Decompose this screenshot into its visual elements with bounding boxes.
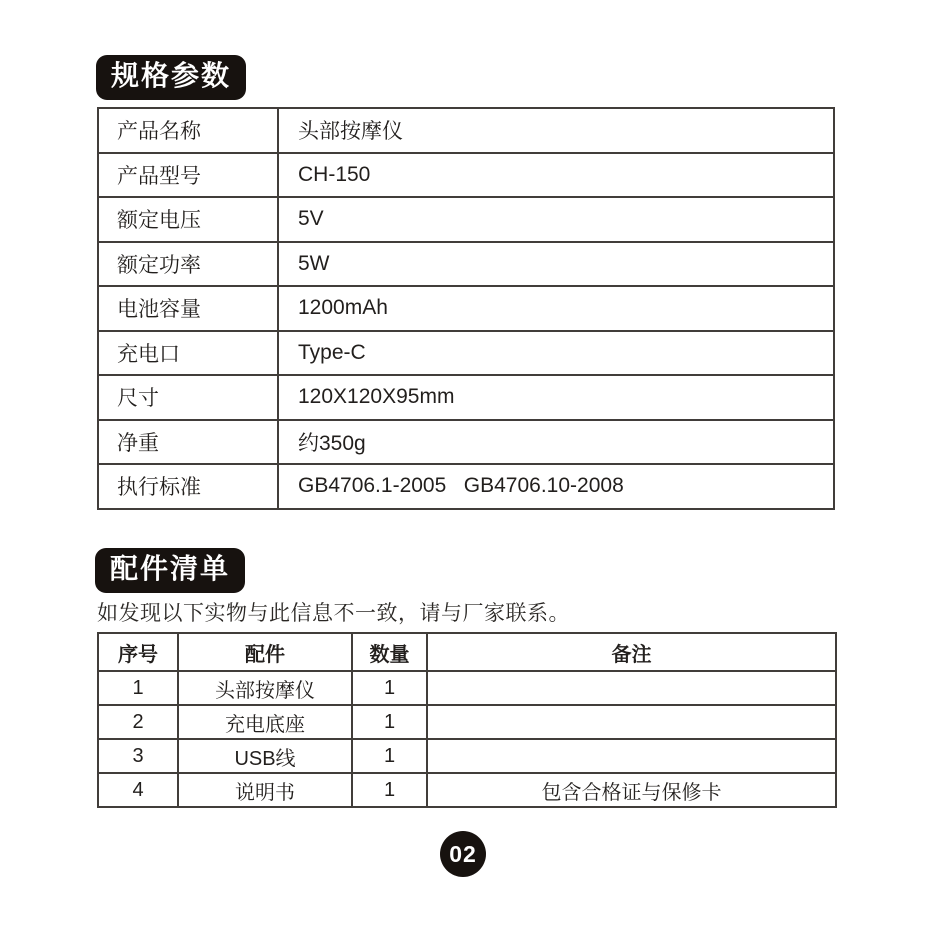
spec-value: 约350g (278, 420, 834, 465)
spec-value: Type-C (278, 331, 834, 376)
specs-section-title: 规格参数 (111, 60, 232, 91)
accessories-section-title: 配件清单 (110, 553, 231, 584)
spec-row (98, 197, 834, 242)
page-number-badge (440, 831, 486, 877)
spec-label: 产品名称 (98, 108, 278, 153)
spec-label: 执行标准 (98, 464, 278, 509)
accessory-remark (427, 739, 836, 773)
accessory-quantity: 1 (352, 739, 427, 773)
spec-label: 额定功率 (98, 242, 278, 287)
accessories-section-title-badge (95, 548, 245, 593)
spec-value: 120X120X95mm (278, 375, 834, 420)
accessories-column-header: 数量 (352, 633, 427, 671)
spec-value: 头部按摩仪 (278, 108, 834, 153)
spec-label: 尺寸 (98, 375, 278, 420)
accessory-name: 说明书 (178, 773, 352, 807)
spec-row (98, 331, 834, 376)
spec-row (98, 286, 834, 331)
accessory-name: USB线 (178, 739, 352, 773)
accessory-row (98, 739, 836, 773)
accessory-quantity: 1 (352, 773, 427, 807)
accessories-column-header: 配件 (178, 633, 352, 671)
spec-row (98, 420, 834, 465)
accessory-row (98, 671, 836, 705)
accessory-name: 头部按摩仪 (178, 671, 352, 705)
accessory-remark: 包含合格证与保修卡 (427, 773, 836, 807)
spec-row (98, 375, 834, 420)
spec-row (98, 464, 834, 509)
specs-table (97, 107, 835, 510)
spec-row (98, 153, 834, 198)
spec-value: 1200mAh (278, 286, 834, 331)
accessory-quantity: 1 (352, 671, 427, 705)
accessories-column-header: 序号 (98, 633, 178, 671)
accessory-row (98, 773, 836, 807)
accessories-note: 如发现以下实物与此信息不一致，请与厂家联系。 (97, 602, 570, 625)
specs-section-title-badge (96, 55, 246, 100)
accessory-number: 1 (98, 671, 178, 705)
spec-label: 净重 (98, 420, 278, 465)
accessory-name: 充电底座 (178, 705, 352, 739)
accessory-quantity: 1 (352, 705, 427, 739)
page-number: 02 (449, 840, 477, 867)
spec-row (98, 242, 834, 287)
accessory-row (98, 705, 836, 739)
spec-value: GB4706.1-2005 GB4706.10-2008 (278, 464, 834, 509)
accessory-number: 3 (98, 739, 178, 773)
spec-value: CH-150 (278, 153, 834, 198)
accessory-number: 2 (98, 705, 178, 739)
accessories-column-header: 备注 (427, 633, 836, 671)
accessory-remark (427, 671, 836, 705)
accessories-header-row (98, 633, 836, 671)
accessory-number: 4 (98, 773, 178, 807)
spec-label: 额定电压 (98, 197, 278, 242)
accessory-remark (427, 705, 836, 739)
spec-row (98, 108, 834, 153)
spec-value: 5V (278, 197, 834, 242)
spec-label: 充电口 (98, 331, 278, 376)
spec-label: 产品型号 (98, 153, 278, 198)
spec-label: 电池容量 (98, 286, 278, 331)
spec-value: 5W (278, 242, 834, 287)
accessories-table (97, 632, 837, 808)
